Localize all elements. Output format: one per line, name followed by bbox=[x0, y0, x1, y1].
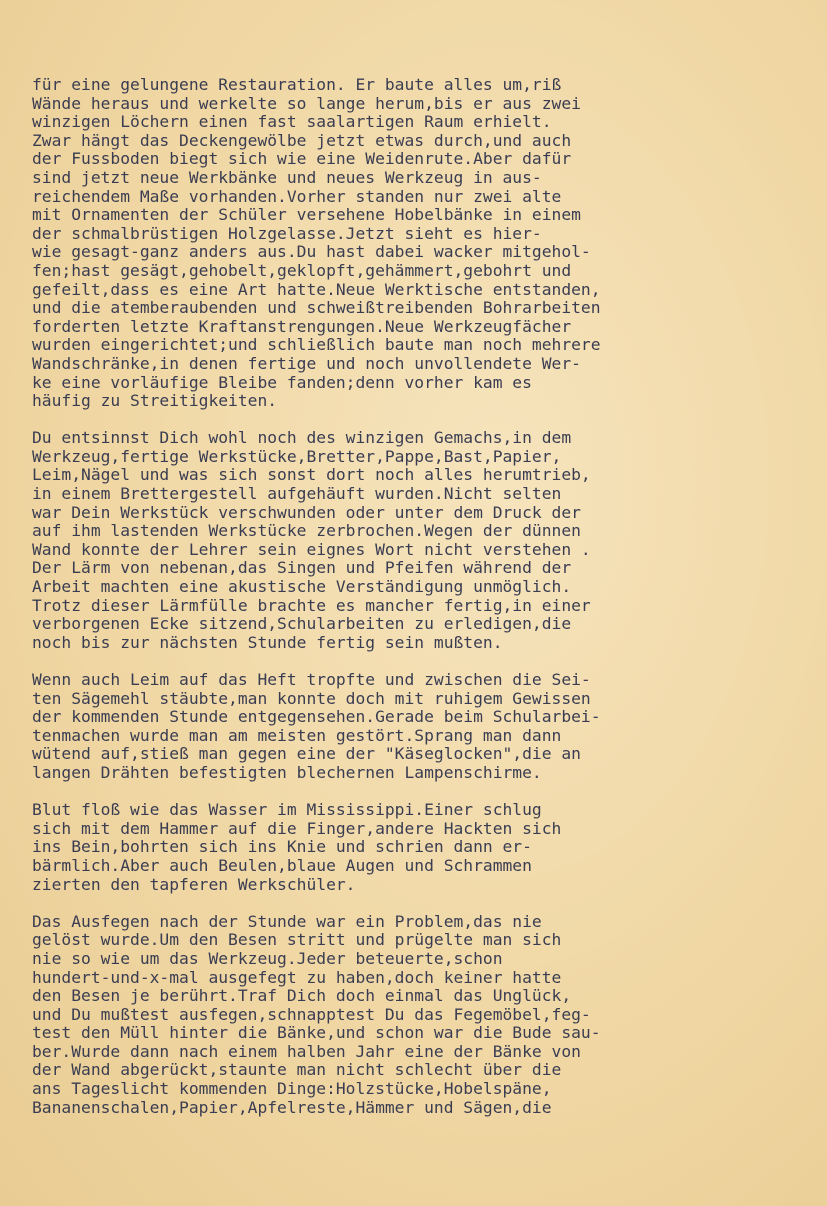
paragraph bbox=[32, 801, 792, 894]
text-line: ten Sägemehl stäubte,man konnte doch mit ruhigem Gewissen bbox=[32, 688, 591, 708]
paragraph bbox=[32, 429, 792, 652]
text-line: und Du mußtest ausfegen,schnapptest Du das Fegemöbel,feg- bbox=[32, 1004, 591, 1024]
text-line: Der Lärm von nebenan,das Singen und Pfeifen während der bbox=[32, 558, 572, 578]
text-line: Werkzeug,fertige Werkstücke,Bretter,Pappe,Bast,Papier, bbox=[32, 446, 562, 466]
text-line: auf ihm lastenden Werkstücke zerbrochen.Wegen der dünnen bbox=[32, 521, 581, 541]
text-line: ber.Wurde dann nach einem halben Jahr eine der Bänke von bbox=[32, 1041, 581, 1061]
text-line: zierten den tapferen Werkschüler. bbox=[32, 874, 356, 894]
text-line: gefeilt,dass es eine Art hatte.Neue Werktische entstanden, bbox=[32, 279, 601, 299]
text-line: Wenn auch Leim auf das Heft tropfte und zwischen die Sei- bbox=[32, 670, 591, 689]
text-line: gelöst wurde.Um den Besen stritt und prügelte man sich bbox=[32, 930, 562, 950]
text-line: Wände heraus und werkelte so lange herum,bis er aus zwei bbox=[32, 93, 581, 113]
text-line: ans Tageslicht kommenden Dinge:Holzstücke,Hobelspäne, bbox=[32, 1079, 552, 1099]
text-line: forderten letzte Kraftanstrengungen.Neue Werkzeugfächer bbox=[32, 316, 572, 336]
text-line: ins Bein,bohrten sich ins Knie und schrien dann er- bbox=[32, 837, 532, 857]
text-line: Das Ausfegen nach der Stunde war ein Problem,das nie bbox=[32, 911, 542, 931]
text-line: test den Müll hinter die Bänke,und schon war die Bude sau- bbox=[32, 1023, 601, 1043]
text-line: häufig zu Streitigkeiten. bbox=[32, 391, 278, 411]
text-line: wütend auf,stieß man gegen eine der "Käseglocken",die an bbox=[32, 744, 581, 764]
text-line: nie so wie um das Werkzeug.Jeder beteuerte,schon bbox=[32, 948, 503, 968]
text-line: bärmlich.Aber auch Beulen,blaue Augen und Schrammen bbox=[32, 855, 532, 875]
text-line: für eine gelungene Restauration. Er baute alles um,riß bbox=[32, 75, 562, 94]
text-line: Blut floß wie das Wasser im Mississippi.Einer schlug bbox=[32, 800, 542, 820]
text-line: der Wand abgerückt,staunte man nicht schlecht über die bbox=[32, 1060, 562, 1080]
paragraph bbox=[32, 913, 792, 1118]
text-line: der schmalbrüstigen Holzgelasse.Jetzt sieht es hier- bbox=[32, 223, 542, 243]
text-line: der Fussboden biegt sich wie eine Weidenrute.Aber dafür bbox=[32, 149, 572, 169]
paragraph bbox=[32, 76, 792, 411]
text-line: den Besen je berührt.Traf Dich doch einmal das Unglück, bbox=[32, 986, 572, 1006]
text-line: Du entsinnst Dich wohl noch des winzigen Gemachs,in dem bbox=[32, 428, 572, 448]
text-line: Zwar hängt das Deckengewölbe jetzt etwas durch,und auch bbox=[32, 130, 572, 150]
text-line: Wand konnte der Lehrer sein eignes Wort nicht verstehen . bbox=[32, 539, 591, 559]
text-line: noch bis zur nächsten Stunde fertig sein mußten. bbox=[32, 632, 503, 652]
text-line: Arbeit machten eine akustische Verständigung unmöglich. bbox=[32, 577, 572, 597]
text-line: sind jetzt neue Werkbänke und neues Werkzeug in aus- bbox=[32, 167, 542, 187]
paragraph bbox=[32, 671, 792, 783]
text-line: mit Ornamenten der Schüler versehene Hobelbänke in einem bbox=[32, 205, 581, 225]
text-line: winzigen Löchern einen fast saalartigen Raum erhielt. bbox=[32, 112, 552, 132]
text-line: tenmachen wurde man am meisten gestört.Sprang man dann bbox=[32, 725, 562, 745]
text-line: ke eine vorläufige Bleibe fanden;denn vorher kam es bbox=[32, 372, 532, 392]
text-line: Trotz dieser Lärmfülle brachte es mancher fertig,in einer bbox=[32, 595, 591, 615]
text-line: Leim,Nägel und was sich sonst dort noch alles herumtrieb, bbox=[32, 465, 591, 485]
text-line: und die atemberaubenden und schweißtreibenden Bohrarbeiten bbox=[32, 298, 601, 318]
text-line: hundert-und-x-mal ausgefegt zu haben,doch keiner hatte bbox=[32, 967, 562, 987]
text-line: Bananenschalen,Papier,Apfelreste,Hämmer und Sägen,die bbox=[32, 1097, 552, 1117]
text-line: wie gesagt-ganz anders aus.Du hast dabei wacker mitgehol- bbox=[32, 242, 591, 262]
text-line: langen Drähten befestigten blechernen Lampenschirme. bbox=[32, 762, 542, 782]
text-line: war Dein Werkstück verschwunden oder unter dem Druck der bbox=[32, 502, 581, 522]
text-line: wurden eingerichtet;und schließlich baute man noch mehrere bbox=[32, 335, 601, 355]
text-line: der kommenden Stunde entgegensehen.Gerade beim Schularbei- bbox=[32, 707, 601, 727]
text-line: reichendem Maße vorhanden.Vorher standen nur zwei alte bbox=[32, 186, 562, 206]
document-body bbox=[32, 76, 792, 1136]
text-line: sich mit dem Hammer auf die Finger,andere Hackten sich bbox=[32, 818, 562, 838]
text-line: fen;hast gesägt,gehobelt,geklopft,gehämmert,gebohrt und bbox=[32, 260, 572, 280]
text-line: in einem Brettergestell aufgehäuft wurden.Nicht selten bbox=[32, 484, 562, 504]
text-line: verborgenen Ecke sitzend,Schularbeiten zu erledigen,die bbox=[32, 614, 572, 634]
text-line: Wandschränke,in denen fertige und noch unvollendete Wer- bbox=[32, 353, 581, 373]
